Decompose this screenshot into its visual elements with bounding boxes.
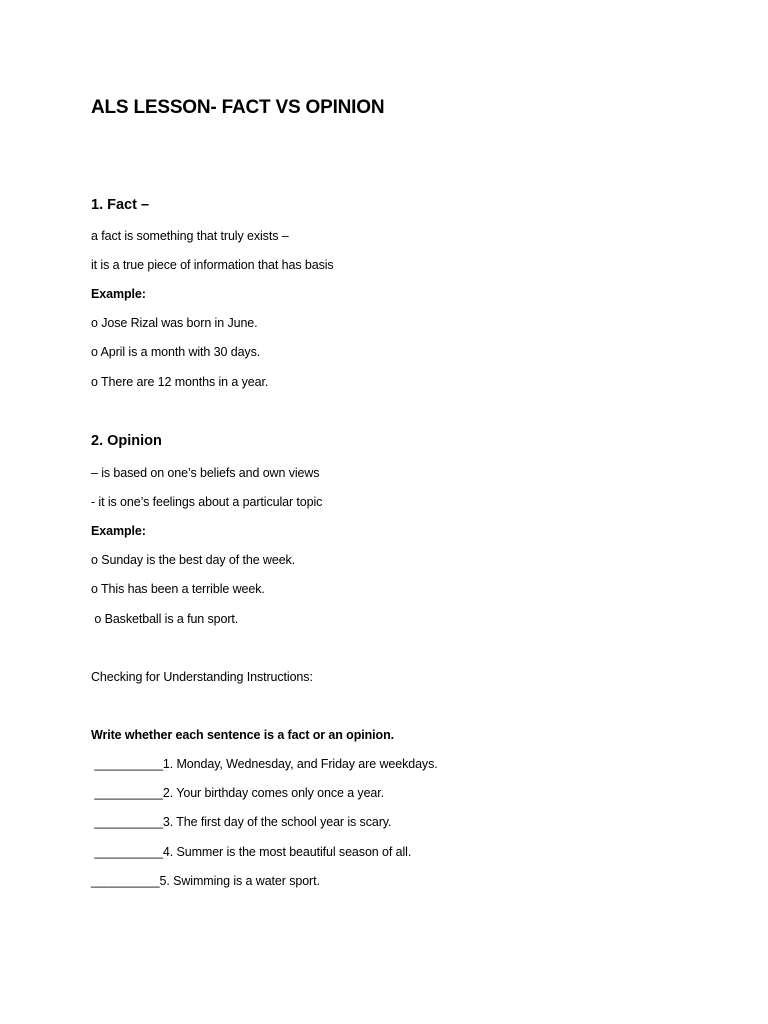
page-title: ALS LESSON- FACT VS OPINION (91, 97, 385, 118)
fact-example-1: o Jose Rizal was born in June. (91, 316, 258, 330)
check-item-4: __________4. Summer is the most beautiful season of all. (91, 845, 412, 859)
opinion-example-label: Example: (91, 524, 146, 538)
opinion-example-2: o This has been a terrible week. (91, 582, 265, 596)
check-instructions-label: Checking for Understanding Instructions: (91, 670, 313, 684)
fact-heading: 1. Fact – (91, 197, 150, 213)
opinion-example-1: o Sunday is the best day of the week. (91, 553, 296, 567)
fact-example-3: o There are 12 months in a year. (91, 375, 269, 389)
fact-example-2: o April is a month with 30 days. (91, 345, 261, 359)
opinion-heading: 2. Opinion (91, 433, 162, 449)
check-item-3: __________3. The first day of the school year is scary. (91, 815, 392, 829)
opinion-example-3: o Basketball is a fun sport. (91, 612, 239, 626)
check-item-1: __________1. Monday, Wednesday, and Friday are weekdays. (91, 757, 438, 771)
check-item-2: __________2. Your birthday comes only once a year. (91, 786, 385, 800)
fact-example-label: Example: (91, 287, 146, 301)
fact-definition-2: it is a true piece of information that has basis (91, 258, 334, 272)
check-task: Write whether each sentence is a fact or an opinion. (91, 728, 394, 742)
opinion-definition-1: – is based on one’s beliefs and own views (91, 466, 320, 480)
fact-definition-1: a fact is something that truly exists – (91, 229, 289, 243)
check-item-5: __________5. Swimming is a water sport. (91, 874, 320, 888)
opinion-definition-2: - it is one’s feelings about a particular topic (91, 495, 323, 509)
